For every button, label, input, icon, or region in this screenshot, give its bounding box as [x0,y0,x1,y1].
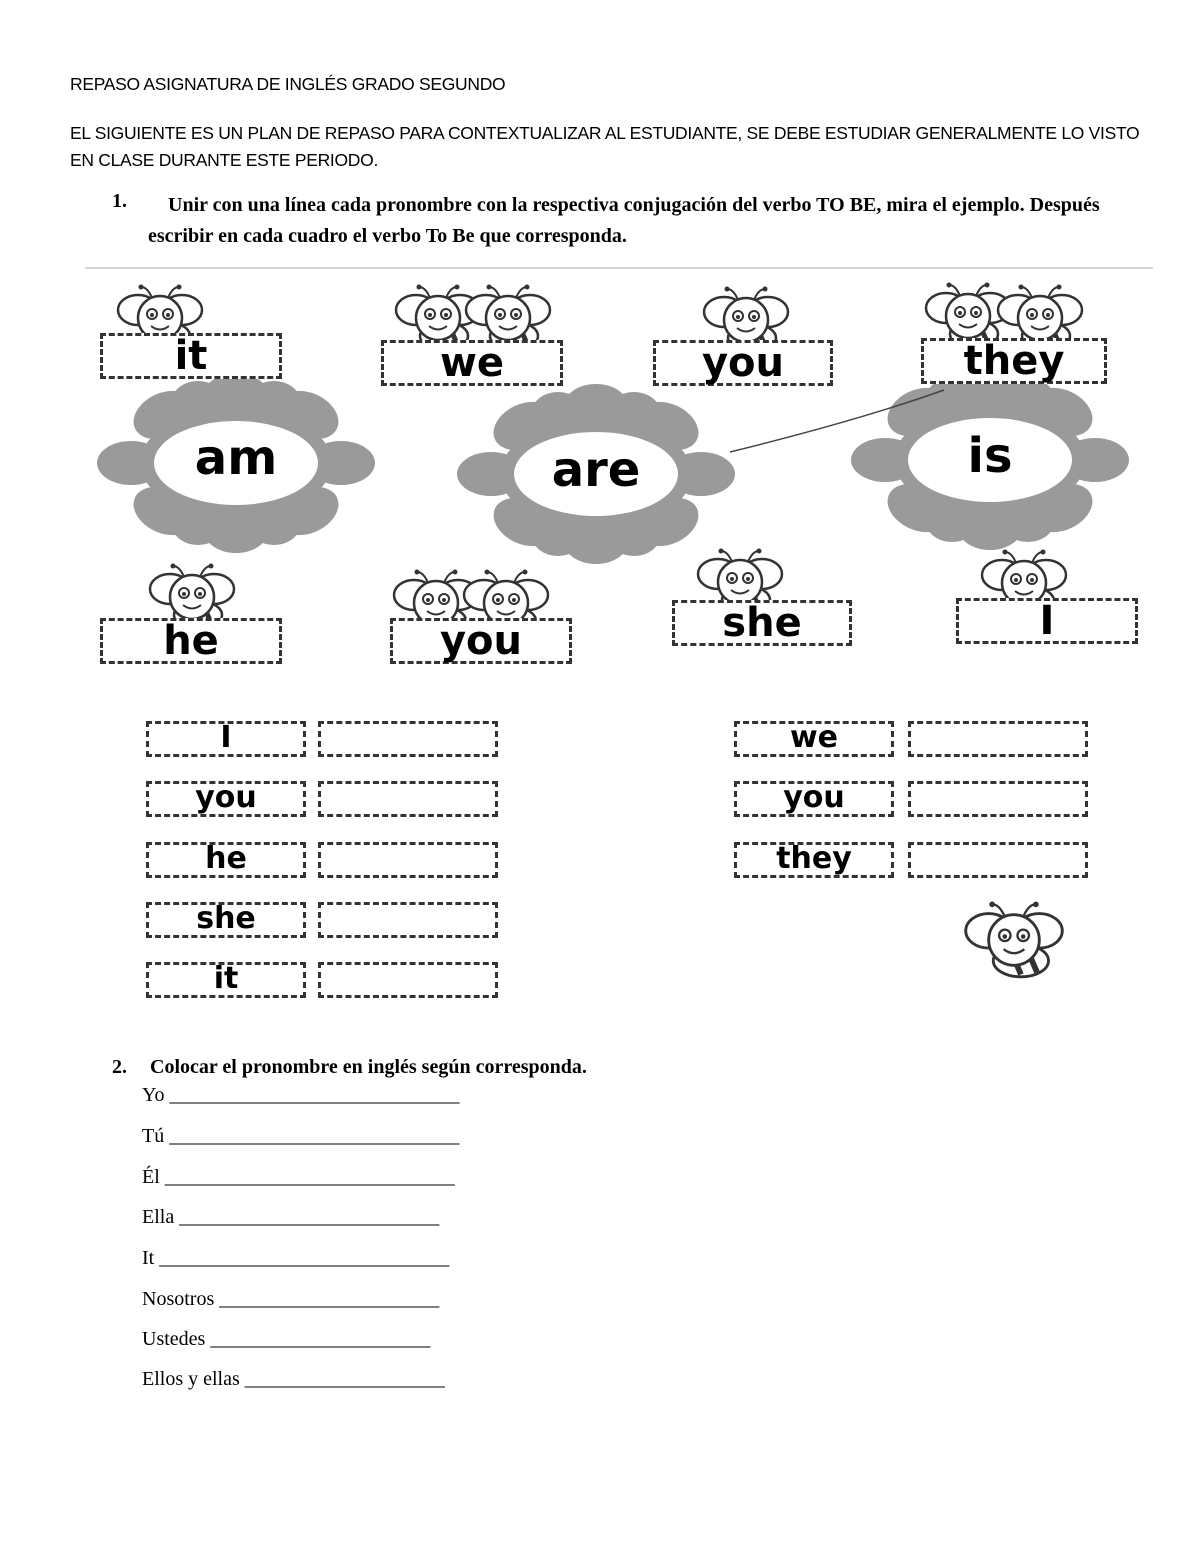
item-label: Ellos y ellas [142,1368,240,1390]
answer-blank[interactable]: ______________________ [210,1328,431,1350]
pronoun-cell: he [146,842,306,878]
pronoun-label: we [381,340,563,386]
bee-icon [966,901,1063,976]
pronoun-label: they [921,338,1107,384]
answer-box[interactable] [908,842,1088,878]
pronoun-label: it [100,333,282,379]
pronoun-label: you [390,618,572,664]
pronoun-cell: they [734,842,894,878]
verb-am: am [194,430,278,486]
intro-paragraph: EL SIGUIENTE ES UN PLAN DE REPASO PARA CONTEXTUALIZAR AL ESTUDIANTE, SE DEBE ESTUDIAR GENERALMENTE LO VISTO EN CLASE DURANTE ESTE PERIODO. [70,123,1140,170]
item-label: Él [142,1166,160,1188]
fill-in-item [142,1125,459,1148]
fill-in-item [142,1328,430,1351]
answer-box[interactable] [318,962,498,998]
answer-blank[interactable]: ______________________ [219,1288,440,1310]
verb-is: is [967,428,1013,484]
pronoun-cell: you [734,781,894,817]
fill-in-item [142,1084,459,1107]
answer-box[interactable] [318,721,498,757]
pronoun-label: you [653,340,833,386]
exercise-2-instruction: Colocar el pronombre en inglés según corresponda. [150,1056,587,1078]
answer-blank[interactable]: _____________________________ [159,1247,450,1269]
pronoun-cell: I [146,721,306,757]
pronoun-cell: she [146,902,306,938]
answer-box[interactable] [318,902,498,938]
item-label: Ustedes [142,1328,206,1350]
item-label: Nosotros [142,1288,215,1310]
item-label: Yo [142,1084,165,1106]
pronoun-label: he [100,618,282,664]
answer-blank[interactable]: _____________________________ [169,1084,460,1106]
fill-in-item [142,1288,439,1311]
answer-blank[interactable]: _____________________________ [169,1125,460,1147]
answer-blank[interactable]: _____________________________ [164,1166,455,1188]
pronoun-cell: you [146,781,306,817]
fill-in-item [142,1247,449,1270]
pronoun-cell: it [146,962,306,998]
item-label: It [142,1247,155,1269]
fill-in-item [142,1206,439,1229]
fill-in-item [142,1368,445,1391]
pronoun-cell: we [734,721,894,757]
exercise-1-instruction: Unir con una línea cada pronombre con la respectiva conjugación del verbo TO BE, mira el ejemplo. Después escribir en cada cuadro el verbo To Be que corresponda. [148,194,1100,247]
exercise-1-number: 1. [112,190,127,212]
answer-box[interactable] [908,721,1088,757]
item-label: Tú [142,1125,165,1147]
verb-are: are [551,442,641,498]
item-label: Ella [142,1206,175,1228]
answer-blank[interactable]: ____________________ [244,1368,445,1390]
answer-box[interactable] [908,781,1088,817]
answer-box[interactable] [318,781,498,817]
fill-in-item [142,1166,455,1189]
pronoun-label: I [956,598,1138,644]
pronoun-label: she [672,600,852,646]
document-title: REPASO ASIGNATURA DE INGLÉS GRADO SEGUNDO [70,74,506,94]
answer-box[interactable] [318,842,498,878]
answer-blank[interactable]: __________________________ [179,1206,440,1228]
exercise-2-number: 2. [112,1056,127,1078]
